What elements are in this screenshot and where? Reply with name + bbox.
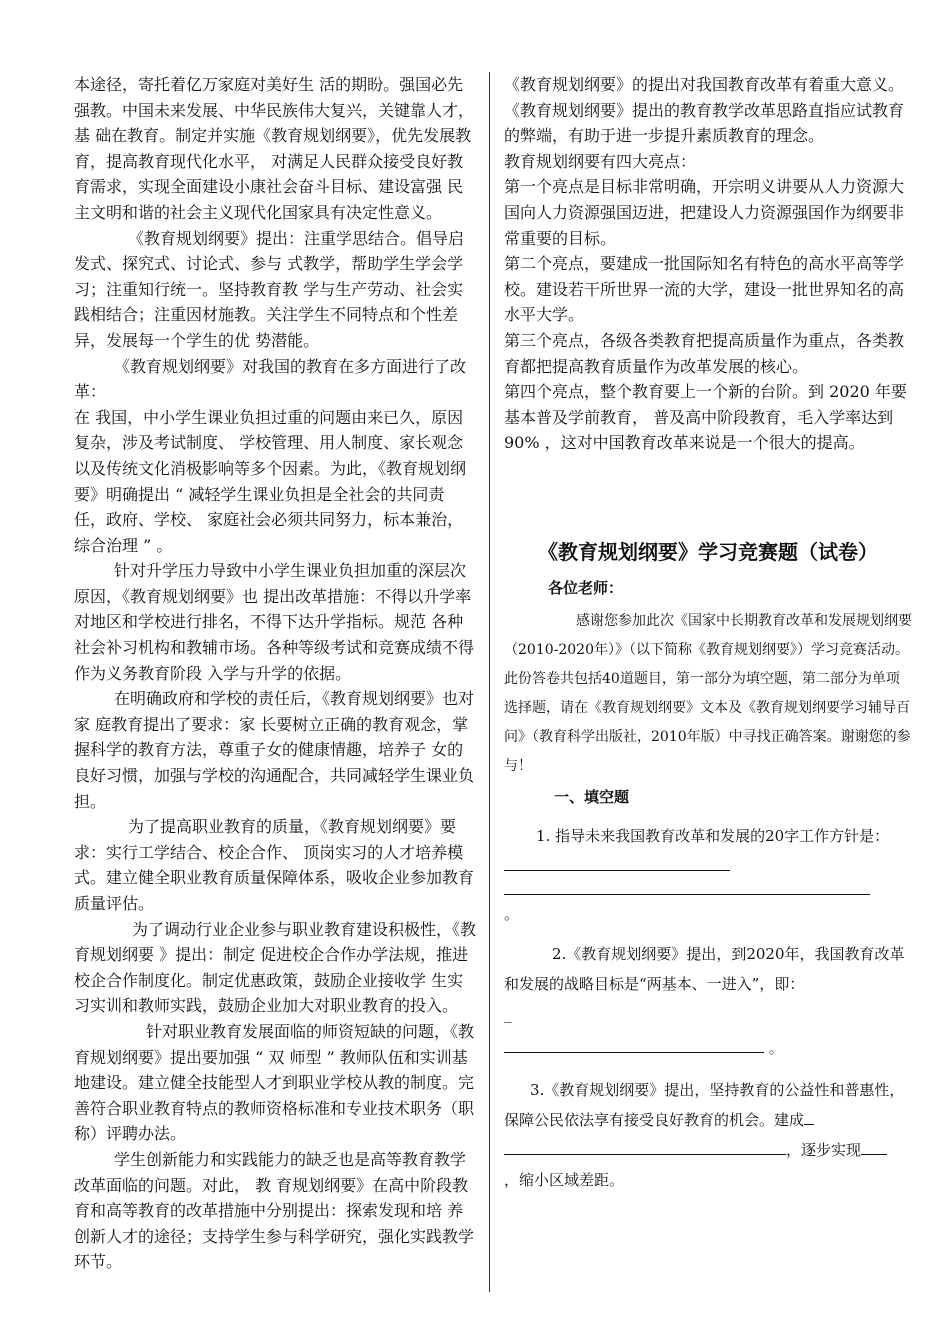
answer-blank-3a[interactable] bbox=[804, 1110, 814, 1125]
question-1 bbox=[504, 821, 912, 929]
left-paragraph-9: 针对职业教育发展面临的师资短缺的问题，《教育规划纲要》提出要加强 “ 双 师型 ” 教师队伍和实训基地建设。建立健全技能型人才到职业学校从教的制度。完善符合职业教育特点的教师资格标准和专业技术职务（职称）评聘办法。 bbox=[74, 1021, 475, 1144]
left-paragraph-6: 在明确政府和学校的责任后，《教育规划纲要》也对家 庭教育提出了要求：家 长要树立正确的教育观念，掌握科学的教育方法，尊重子女的健康情趣，培养子 女的良好习惯，加强与学校的沟通配合，共同减轻学生课业负担。 bbox=[74, 689, 475, 811]
exam-title: 《教育规划纲要》学习竞赛题（试卷） bbox=[538, 539, 878, 564]
left-paragraph-7: 为了提高职业教育的质量，《教育规划纲要》要求：实行工学结合、校企合作、 顶岗实习的人才培养模式。建立健全职业教育质量保障体系，吸收企业参加教育 质量评估。 bbox=[74, 817, 475, 913]
question-3-mid: ，逐步实现 bbox=[786, 1140, 862, 1159]
question-3 bbox=[504, 1075, 912, 1195]
left-paragraph-5: 针对升学压力导致中小学生课业负担加重的深层次原因，《教育规划纲要》也 提出改革措施：不得以升学率对地区和学校进行排名，不得下达升学指标。规范 各种社会补习机构和教辅市场。各种等级考试和竞赛成绩不得作为义务教育阶段 入学与升学的依据。 bbox=[74, 561, 475, 683]
section-heading-fill-blank: 一、填空题 bbox=[554, 788, 630, 807]
answer-blank-2[interactable] bbox=[504, 1038, 764, 1053]
right-paragraph-7: 第四个亮点，整个教育要上一个新的台阶。到 2020 年要基本普及学前教育， 普及高中阶段教育，毛入学率达到 90% ，这对中国教育改革来说是一个很大的提高。 bbox=[504, 382, 907, 453]
exam-intro: 感谢您参加此次《国家中长期教育改革和发展规划纲要（2010-2020年）》（以下简称《教育规划纲要》）学习竞赛活动。此份答卷共包括40道题目，第一部分为填空题，第二部分为单项选择题，请在《教育规划纲要》文本及《教育规划纲要学习辅导百问》（教育科学出版社，2010年版）中寻找正确答案。谢谢您的参与！ bbox=[504, 613, 912, 775]
right-paragraph-5: 第二个亮点，要建成一批国际知名有特色的高水平高等学校。建设若干所世界一流的大学，建设一批世界知名的高水平大学。 bbox=[504, 254, 905, 325]
right-paragraph-2: 《教育规划纲要》提出的教育教学改革思路直指应试教育的弊端，有助于进一步提升素质教育的理念。 bbox=[504, 100, 905, 146]
question-3-end: ，缩小区域差距。 bbox=[504, 1170, 625, 1189]
answer-blank-1a[interactable] bbox=[504, 856, 730, 871]
answer-blank-1b[interactable] bbox=[504, 893, 870, 895]
left-paragraph-3: 《教育规划纲要》对我国的教育在多方面进行了改革： bbox=[74, 356, 467, 402]
greeting: 各位老师： bbox=[548, 578, 624, 597]
question-1-text: 1. 指导未来我国教育改革和发展的20字工作方针是： bbox=[536, 826, 890, 845]
left-paragraph-4: 在 我国，中小学生课业负担过重的问题由来已久，原因复杂，涉及考试制度、 学校管理、用人制度、家长观念以及传统文化消极影响等多个因素。为此，《教育规划纲要》明确提出 “ 减轻学生课业负担是全社会的共同责任，政府、学校、 家庭社会必须共同努力，标本兼治，综合治理 ” 。 bbox=[74, 407, 467, 555]
left-column bbox=[74, 72, 476, 1275]
right-paragraph-6: 第三个亮点，各级各类教育把提高质量作为重点，各类教育都把提高教育质量作为改革发展的核心。 bbox=[504, 330, 905, 376]
column-divider bbox=[489, 72, 490, 1292]
right-paragraph-1: 《教育规划纲要》的提出对我国教育改革有着重大意义。 bbox=[504, 75, 905, 94]
question-2-end: 。 bbox=[768, 1038, 784, 1057]
question-3-text: 3.《教育规划纲要》提出，坚持教育的公益性和普惠性，保障公民依法享有接受良好教育的机会。建成 bbox=[504, 1080, 905, 1129]
question-1-end: 。 bbox=[504, 904, 520, 923]
left-paragraph-10: 学生创新能力和实践能力的缺乏也是高等教育教学改革面临的问题。对此， 教 育规划纲要》在高中阶段教育和高等教育的改革措施中分别提出：探索发现和培 养创新人才的途径；支持学生参与科学研究，强化实践教学环节。 bbox=[74, 1149, 475, 1272]
right-paragraph-3: 教育规划纲要有四大亮点： bbox=[504, 151, 697, 171]
answer-blank-3b[interactable] bbox=[504, 1140, 786, 1155]
right-paragraph-4: 第一个亮点是目标非常明确，开宗明义讲要从人力资源大国向人力资源强国迈进，把建设人力资源强国作为纲要非常重要的目标。 bbox=[504, 177, 905, 248]
question-2-mark: _ bbox=[504, 1004, 512, 1023]
left-paragraph-2: 《教育规划纲要》提出：注重学思结合。倡导启发式、探究式、讨论式、参与 式教学，帮助学生学会学习；注重知行统一。坚持教育教 学与生产劳动、社会实 践相结合；注重因材施教。关注学生不同特点和个性差异，发展每一个学生的优 势潜能。 bbox=[74, 228, 465, 350]
left-paragraph-8: 为了调动行业企业参与职业教育建设积极性，《教育规划纲要 》提出：制定 促进校企合作办学法规，推进校企合作制度化。制定优惠政策，鼓励企业接收学 生实习实训和教师实践，鼓励企业加大对职业教育的投入。 bbox=[74, 919, 477, 1016]
left-paragraph-1: 本途径，寄托着亿万家庭对美好生 活的期盼。强国必先强教。中国未来发展、中华民族伟大复兴，关键靠人才，基 础在教育。制定并实施《教育规划纲要》，优先发展教育，提高教育现代化水平， 对满足人民群众接受良好教育需求，实现全面建设小康社会奋斗目标、建设富强 民主文明和谐的社会主义现代化国家具有决定性意义。 bbox=[74, 75, 475, 222]
answer-blank-3c[interactable] bbox=[861, 1140, 887, 1155]
question-2-text: 2.《教育规划纲要》提出，到2020年，我国教育改革和发展的战略目标是“两基本、一进入”，即： bbox=[504, 944, 905, 993]
right-column bbox=[504, 72, 912, 1195]
question-2 bbox=[504, 939, 912, 1063]
